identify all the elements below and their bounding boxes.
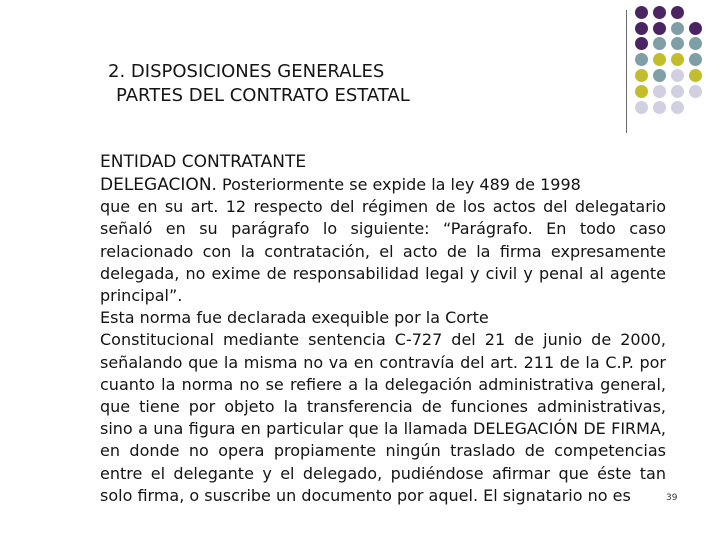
title-line-2: PARTES DEL CONTRATO ESTATAL — [116, 85, 410, 106]
decorative-dot — [689, 69, 702, 82]
decorative-dot — [635, 53, 648, 66]
decorative-dot-grid — [0, 0, 720, 140]
title-line-1: 2. DISPOSICIONES GENERALES — [108, 61, 385, 82]
decorative-dot — [671, 37, 684, 50]
decorative-dot — [653, 85, 666, 98]
paragraph-2-first: Esta norma fue declarada exequible por la Corte — [100, 308, 489, 328]
decorative-dot — [671, 6, 684, 19]
decorative-dot — [689, 53, 702, 66]
decorative-dot — [635, 37, 648, 50]
section-heading: ENTIDAD CONTRATANTE — [100, 152, 307, 172]
decorative-dot — [689, 85, 702, 98]
decorative-dot — [653, 69, 666, 82]
paragraph-1-first: Posteriormente se expide la ley 489 de 1998 — [216, 175, 581, 194]
decorative-dot — [635, 6, 648, 19]
decorative-dot — [671, 22, 684, 35]
decorative-dot — [653, 53, 666, 66]
paragraph-1 — [100, 174, 666, 196]
decorative-dot — [671, 85, 684, 98]
decorative-dot — [671, 101, 684, 114]
decorative-dot — [653, 6, 666, 19]
decorative-dot — [635, 85, 648, 98]
page-number: 39 — [666, 493, 678, 503]
decorative-dot — [689, 37, 702, 50]
decorative-dot — [653, 22, 666, 35]
decorative-dot — [635, 69, 648, 82]
decorative-dot — [635, 101, 648, 114]
decorative-dot — [689, 22, 702, 35]
paragraph-lead: DELEGACION. — [100, 175, 217, 195]
decorative-dot — [671, 69, 684, 82]
paragraph-1-body: que en su art. 12 respecto del régimen de los actos del delegatario señaló en su parágrafo lo siguiente: “Parágrafo. En todo caso relacionado con la contratación, el acto de la firma expresamente delegada, no exime de responsabilidad legal y civil y penal al agente principal”. — [100, 197, 666, 306]
decorative-dot — [635, 22, 648, 35]
paragraph-2-body: Constitucional mediante sentencia C-727 del 21 de junio de 2000, señalando que la misma no va en contravía del art. 211 de la C.P. por cuanto la norma no se refiere a la delegación administrativa general, que tiene por objeto la transferencia de funciones administrativas, sino a una figura en particular que la llamada DELEGACIÓN DE FIRMA, en donde no opera propiamente ningún traslado de competencias entre el delegante y el delegado, pudiéndose afirmar que éste tan solo firma, o suscribe un documento por aquel. El signatario no es — [100, 330, 666, 505]
decorative-dot — [653, 101, 666, 114]
decorative-dot — [653, 37, 666, 50]
slide-body — [100, 150, 666, 507]
decorative-dot — [671, 53, 684, 66]
